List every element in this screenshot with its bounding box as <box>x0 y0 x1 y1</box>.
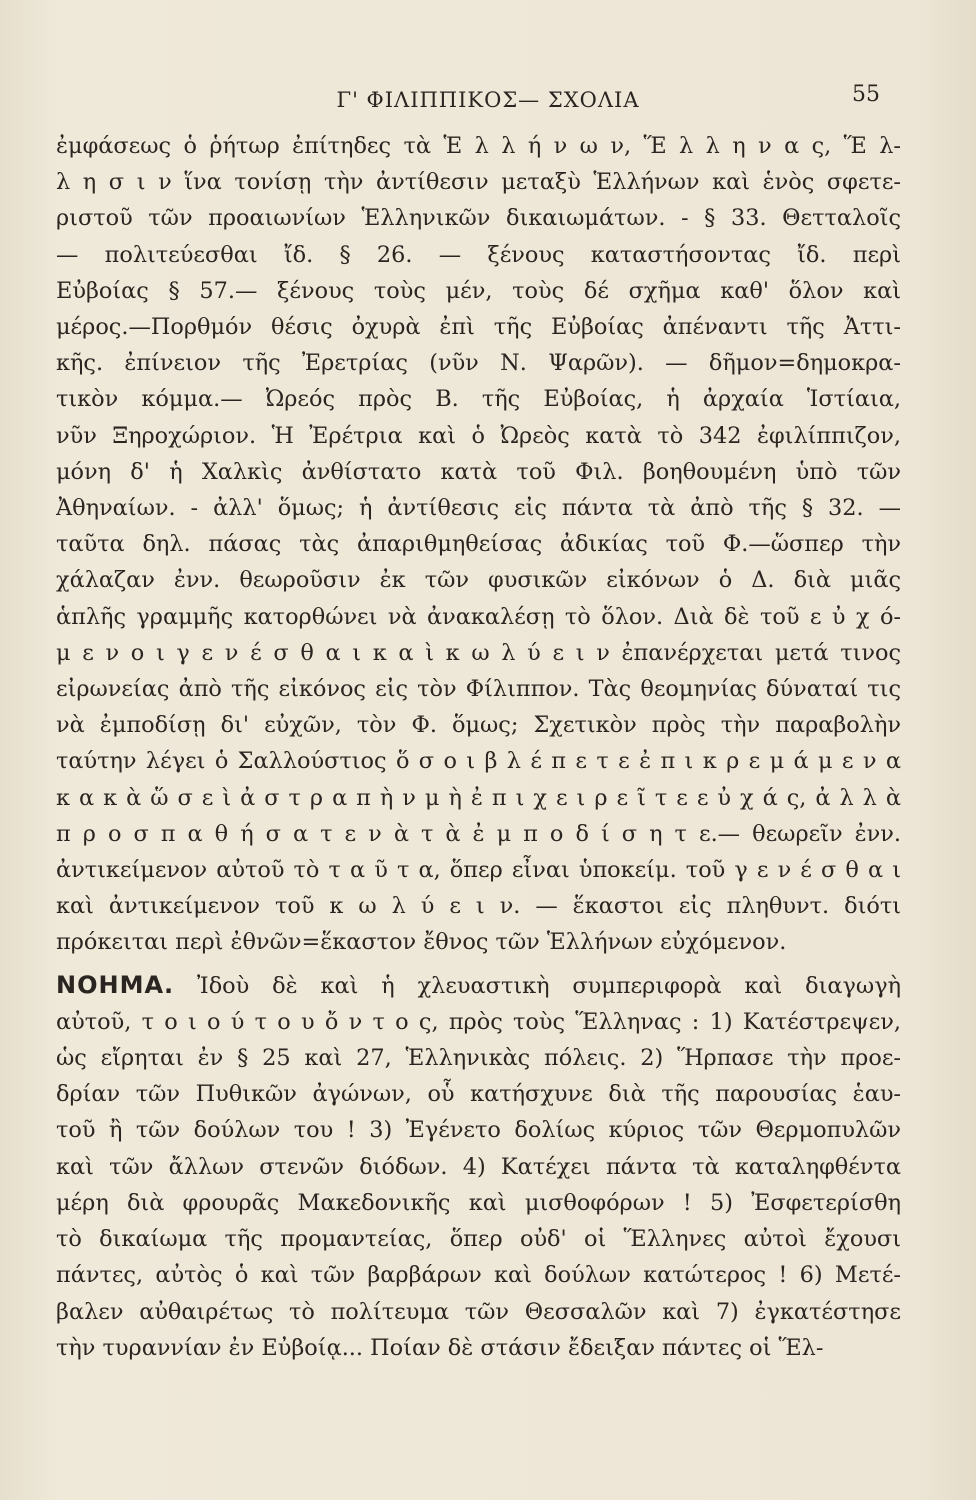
text-line: νὰ ἐμποδίσῃ δι' εὐχῶν, τὸν Φ. ὅμως; Σχετικὸν πρὸς τὴν παραβολὴν <box>56 712 901 739</box>
text-line: π ρ ο σ π α θ ή σ α τ ε ν ὰ τ ὰ ἐ μ π ο δ ί σ η τ ε.— θεωρεῖν ἐνν. <box>56 820 901 847</box>
text-line: μέρη διὰ φρουρᾶς Μακεδονικῆς καὶ μισθοφόρων ! 5) Ἐσφετερίσθη <box>56 1189 901 1216</box>
noema-heading-line: ΝΟΗΜΑ. Ἰδοὺ δὲ καὶ ἡ χλευαστικὴ συμπεριφορὰ καὶ διαγωγὴ <box>56 970 901 999</box>
text-line: καὶ ἀντικείμενον τοῦ κ ω λ ύ ε ι ν. — ἕκαστοι εἰς πληθυντ. διότι <box>56 893 901 920</box>
text-line: — πολιτεύεσθαι ἴδ. § 26. — ξένους καταστήσοντας ἴδ. περὶ <box>56 241 901 268</box>
text-line: ριστοῦ τῶν προαιωνίων Ἑλληνικῶν δικαιωμάτων. - § 33. Θετταλοῖς <box>56 205 901 232</box>
text-line: ταῦτα δηλ. πάσας τὰς ἀπαριθμηθείσας ἀδικίας τοῦ Φ.—ὥσπερ τὴν <box>56 531 901 558</box>
page-header <box>0 82 976 118</box>
text-line: μόνη δ' ἡ Χαλκὶς ἀνθίστατο κατὰ τοῦ Φιλ. βοηθουμένη ὑπὸ τῶν <box>56 458 901 485</box>
noema-heading: ΝΟΗΜΑ. <box>56 970 175 999</box>
text-line: ἐμφάσεως ὁ ῥήτωρ ἐπίτηδες τὰ Ἑ λ λ ή ν ω ν, Ἕ λ λ η ν α ς, Ἕ λ- <box>56 133 901 159</box>
text-line: λ η σ ι ν ἵνα τονίσῃ τὴν ἀντίθεσιν μεταξὺ Ἑλλήνων καὶ ἑνὸς σφετε- <box>56 169 901 196</box>
text-line: τικὸν κόμμα.— Ὠρεός πρὸς Β. τῆς Εὐβοίας, ἡ ἀρχαία Ἱστίαια, <box>56 386 901 413</box>
page-body <box>56 128 901 1366</box>
text-line: πάντες, αὐτὸς ὁ καὶ τῶν βαρβάρων καὶ δούλων κατώτερος ! 6) Μετέ- <box>56 1262 901 1289</box>
text-line: τὴν τυραννίαν ἐν Εὐβοίᾳ... Ποίαν δὲ στάσιν ἔδειξαν πάντες οἱ Ἕλ- <box>56 1334 824 1361</box>
text-line: βαλεν αὐθαιρέτως τὸ πολίτευμα τῶν Θεσσαλῶν καὶ 7) ἐγκατέστησε <box>56 1298 901 1325</box>
text-line: καὶ τῶν ἄλλων στενῶν διόδων. 4) Κατέχει πάντα τὰ καταληφθέντα <box>56 1153 901 1180</box>
text-line: ἁπλῆς γραμμῆς κατορθώνει νὰ ἀνακαλέσῃ τὸ ὅλον. Διὰ δὲ τοῦ ε ὐ χ ό- <box>56 603 901 630</box>
text-line: χάλαζαν ἐνν. θεωροῦσιν ἐκ τῶν φυσικῶν εἰκόνων ὁ Δ. διὰ μιᾶς <box>56 567 901 594</box>
text-line: ἀντικείμενον αὐτοῦ τὸ τ α ῦ τ α, ὅπερ εἶναι ὑποκείμ. τοῦ γ ε ν έ σ θ α ι <box>56 857 901 884</box>
text-line: εἰρωνείας ἀπὸ τῆς εἰκόνος εἰς τὸν Φίλιππον. Τὰς θεομηνίας δύναταί τις <box>56 676 901 703</box>
text-line: κῆς. ἐπίνειον τῆς Ἐρετρίας (νῦν Ν. Ψαρῶν). — δῆμον=δημοκρα- <box>56 350 901 377</box>
text-line: μ ε ν ο ι γ ε ν έ σ θ α ι κ α ὶ κ ω λ ύ ε ι ν ἐπανέρχεται μετά τινος <box>56 639 901 666</box>
text-line: Εὐβοίας § 57.— ξένους τοὺς μέν, τοὺς δέ σχῆμα καθ' ὅλον καὶ <box>56 277 901 304</box>
text-line: τοῦ ἢ τῶν δούλων του ! 3) Ἐγένετο δολίως κύριος τῶν Θερμοπυλῶν <box>56 1117 901 1144</box>
text-line: αὐτοῦ, τ ο ι ο ύ τ ο υ ὄ ν τ ο ς, πρὸς τοὺς Ἕλληνας : 1) Κατέστρεψεν, <box>56 1008 901 1035</box>
text-line: Ἀθηναίων. - ἀλλ' ὅμως; ἡ ἀντίθεσις εἰς πάντα τὰ ἀπὸ τῆς § 32. — <box>56 495 901 522</box>
page-number: 55 <box>852 82 880 107</box>
text-line: τὸ δικαίωμα τῆς προμαντείας, ὅπερ οὐδ' οἱ Ἕλληνες αὐτοὶ ἔχουσι <box>56 1226 901 1253</box>
text-line: νῦν Ξηροχώριον. Ἡ Ἐρέτρια καὶ ὁ Ὠρεὸς κατὰ τὸ 342 ἐφιλίππιζον, <box>56 422 901 449</box>
text-line: κ α κ ὰ ὥ σ ε ὶ ἀ σ τ ρ α π ὴ ν μ ὴ ἐ π ι χ ε ι ρ ε ῖ τ ε ε ὐ χ ά ς, ἀ λ λ ὰ <box>56 784 901 811</box>
text-line: ταύτην λέγει ὁ Σαλλούστιος ὅ σ ο ι β λ έ π ε τ ε ἐ π ι κ ρ ε μ ά μ ε ν α <box>56 748 901 775</box>
running-title: Γ' ΦΙΛΙΠΠΙΚΟΣ— ΣΧΟΛΙΑ <box>336 88 640 112</box>
text-line: δρίαν τῶν Πυθικῶν ἀγώνων, οὗ κατήσχυνε διὰ τῆς παρουσίας ἑαυ- <box>56 1081 901 1108</box>
text-line: ὡς εἴρηται ἐν § 25 καὶ 27, Ἑλληνικὰς πόλεις. 2) Ἥρπασε τὴν προε- <box>56 1045 901 1072</box>
text-line: πρόκειται περὶ ἐθνῶν=ἕκαστον ἔθνος τῶν Ἑλλήνων εὐχόμενον. <box>56 929 787 956</box>
text-line: μέρος.—Πορθμόν θέσις ὀχυρὰ ἐπὶ τῆς Εὐβοίας ἀπέναντι τῆς Ἀττι- <box>56 314 901 341</box>
